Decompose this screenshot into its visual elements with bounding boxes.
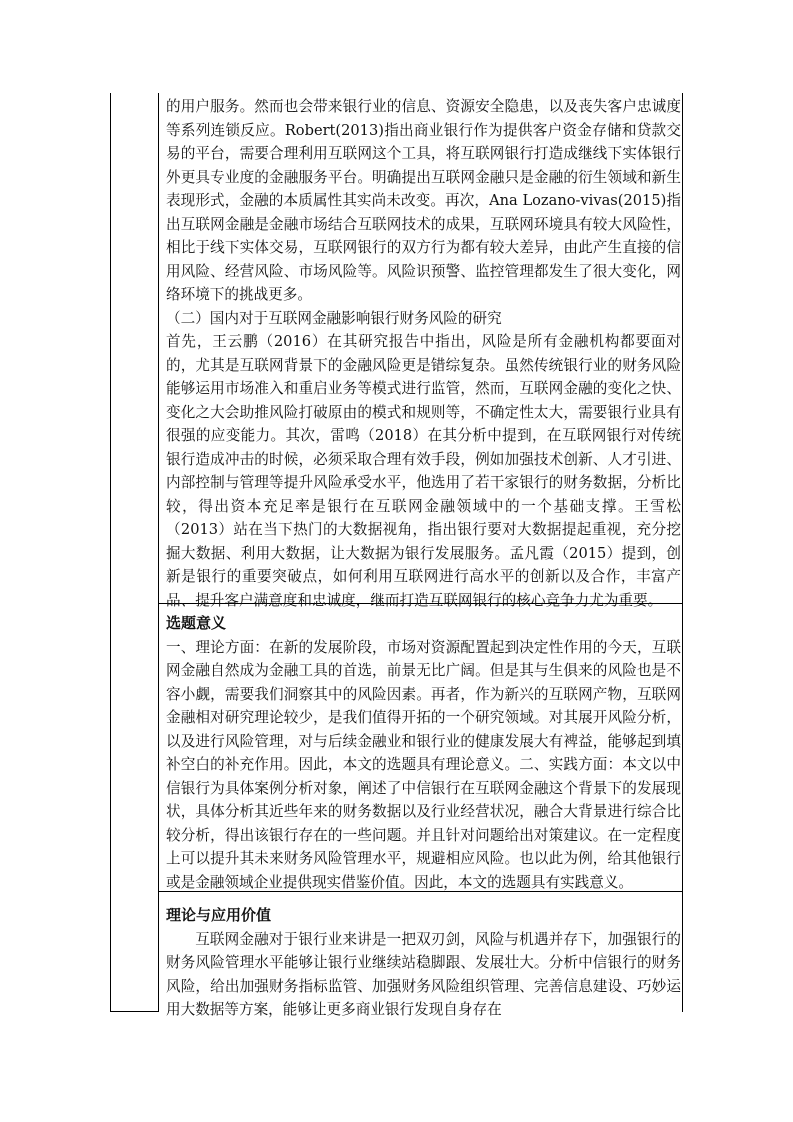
paragraph-significance: 一、理论方面：在新的发展阶段，市场对资源配置起到决定性作用的今天，互联网金融自然成为金融工具的首选，前景无比广阔。但是其与生俱来的风险也是不容小觑，需要我们洞察其中的风险因素。再者，作为新兴的互联网产物，互联网金融相对研究理论较少，是我们值得开拓的一个研究领域。对其展开风险分析，以及进行风险管理，对与后续金融业和银行业的健康发展大有裨益，能够起到填补空白的补充作用。因此，本文的选题具有理论意义。二、实践方面：本文以中信银行为具体案例分析对象，阐述了中信银行在互联网金融这个背景下的发展现状，具体分析其近些年来的财务数据以及行业经营状况，融合大背景进行综合比较分析，得出该银行存在的一些问题。并且针对问题给出对策建议。在一定程度上可以提升其未来财务风险管理水平，规避相应风险。也以此为例，给其他银行或是金融领域企业提供现实借鉴价值。因此，本文的选题具有实践意义。 — [166, 638, 681, 891]
section-title-significance: 选题意义 — [166, 614, 227, 632]
table-column-divider — [158, 93, 159, 1012]
paragraph-value: 互联网金融对于银行业来讲是一把双刃剑，风险与机遇并存下，加强银行的财务风险管理水平能够让银行业继续站稳脚跟、发展壮大。分析中信银行的财务风险，给出加强财务指标监管、加强财务风险组织管理、完善信息建设、巧妙运用大数据等方案，能够让更多商业银行发现自身存在 — [166, 930, 681, 1018]
paragraph-foreign-research: 的用户服务。然而也会带来银行业的信息、资源安全隐患，以及丧失客户忠诚度等系列连锁反应。Robert(2013)指出商业银行作为提供客户资金存储和贷款交易的平台，需要合理利用互联网这个工具，将互联网银行打造成继线下实体银行外更具专业度的金融服务平台。明确提出互联网金融只是金融的衍生领域和新生表现形式，金融的本质属性其实尚未改变。再次，Ana Lozano-vivas(2015)指出互联网金融是金融市场结合互联网技术的成果，互联网环境具有较大风险性，相比于线下实体交易，互联网银行的双方行为都有较大差异，由此产生直接的信用风险、经营风险、市场风险等。风险识预警、监控管理都发生了很大变化，网络环境下的挑战更多。 — [166, 98, 681, 303]
table-bottom-border-left-cell — [110, 1011, 158, 1012]
paragraph-domestic-research: 首先，王云鹏（2016）在其研究报告中指出，风险是所有金融机构都要面对的，尤其是互联网背景下的金融风险更是错综复杂。虽然传统银行业的财务风险能够运用市场准入和重启业务等模式进行监管，然而，互联网金融的变化之快、变化之大会助推风险打破原由的模式和规则等，不确定性太大，需要银行业具有很强的应变能力。其次，雷鸣（2018）在其分析中提到，在互联网银行对传统银行造成冲击的时候，必须采取合理有效手段，例如加强技术创新、人才引进、内部控制与管理等提升风险承受水平，他选用了若干家银行的财务数据，分析比较，得出资本充足率是银行在互联网金融领域中的一个基础支撑。王雪松（2013）站在当下热门的大数据视角，指出银行要对大数据提起重视，充分挖掘大数据、利用大数据，让大数据为银行发展服务。孟凡霞（2015）提到，创新是银行的重要突破点，如何利用互联网进行高水平的创新以及合作，丰富产品、提升客户满意度和忠诚度，继而打造互联网银行的核心竞争力尤为重要。 — [166, 333, 681, 609]
main-content-cell — [166, 95, 681, 1022]
table-left-border — [110, 93, 111, 1012]
section-title-value: 理论与应用价值 — [166, 906, 272, 924]
table-right-border — [682, 93, 683, 1012]
subheading-domestic-research: （二）国内对于互联网金融影响银行财务风险的研究 — [166, 309, 502, 327]
